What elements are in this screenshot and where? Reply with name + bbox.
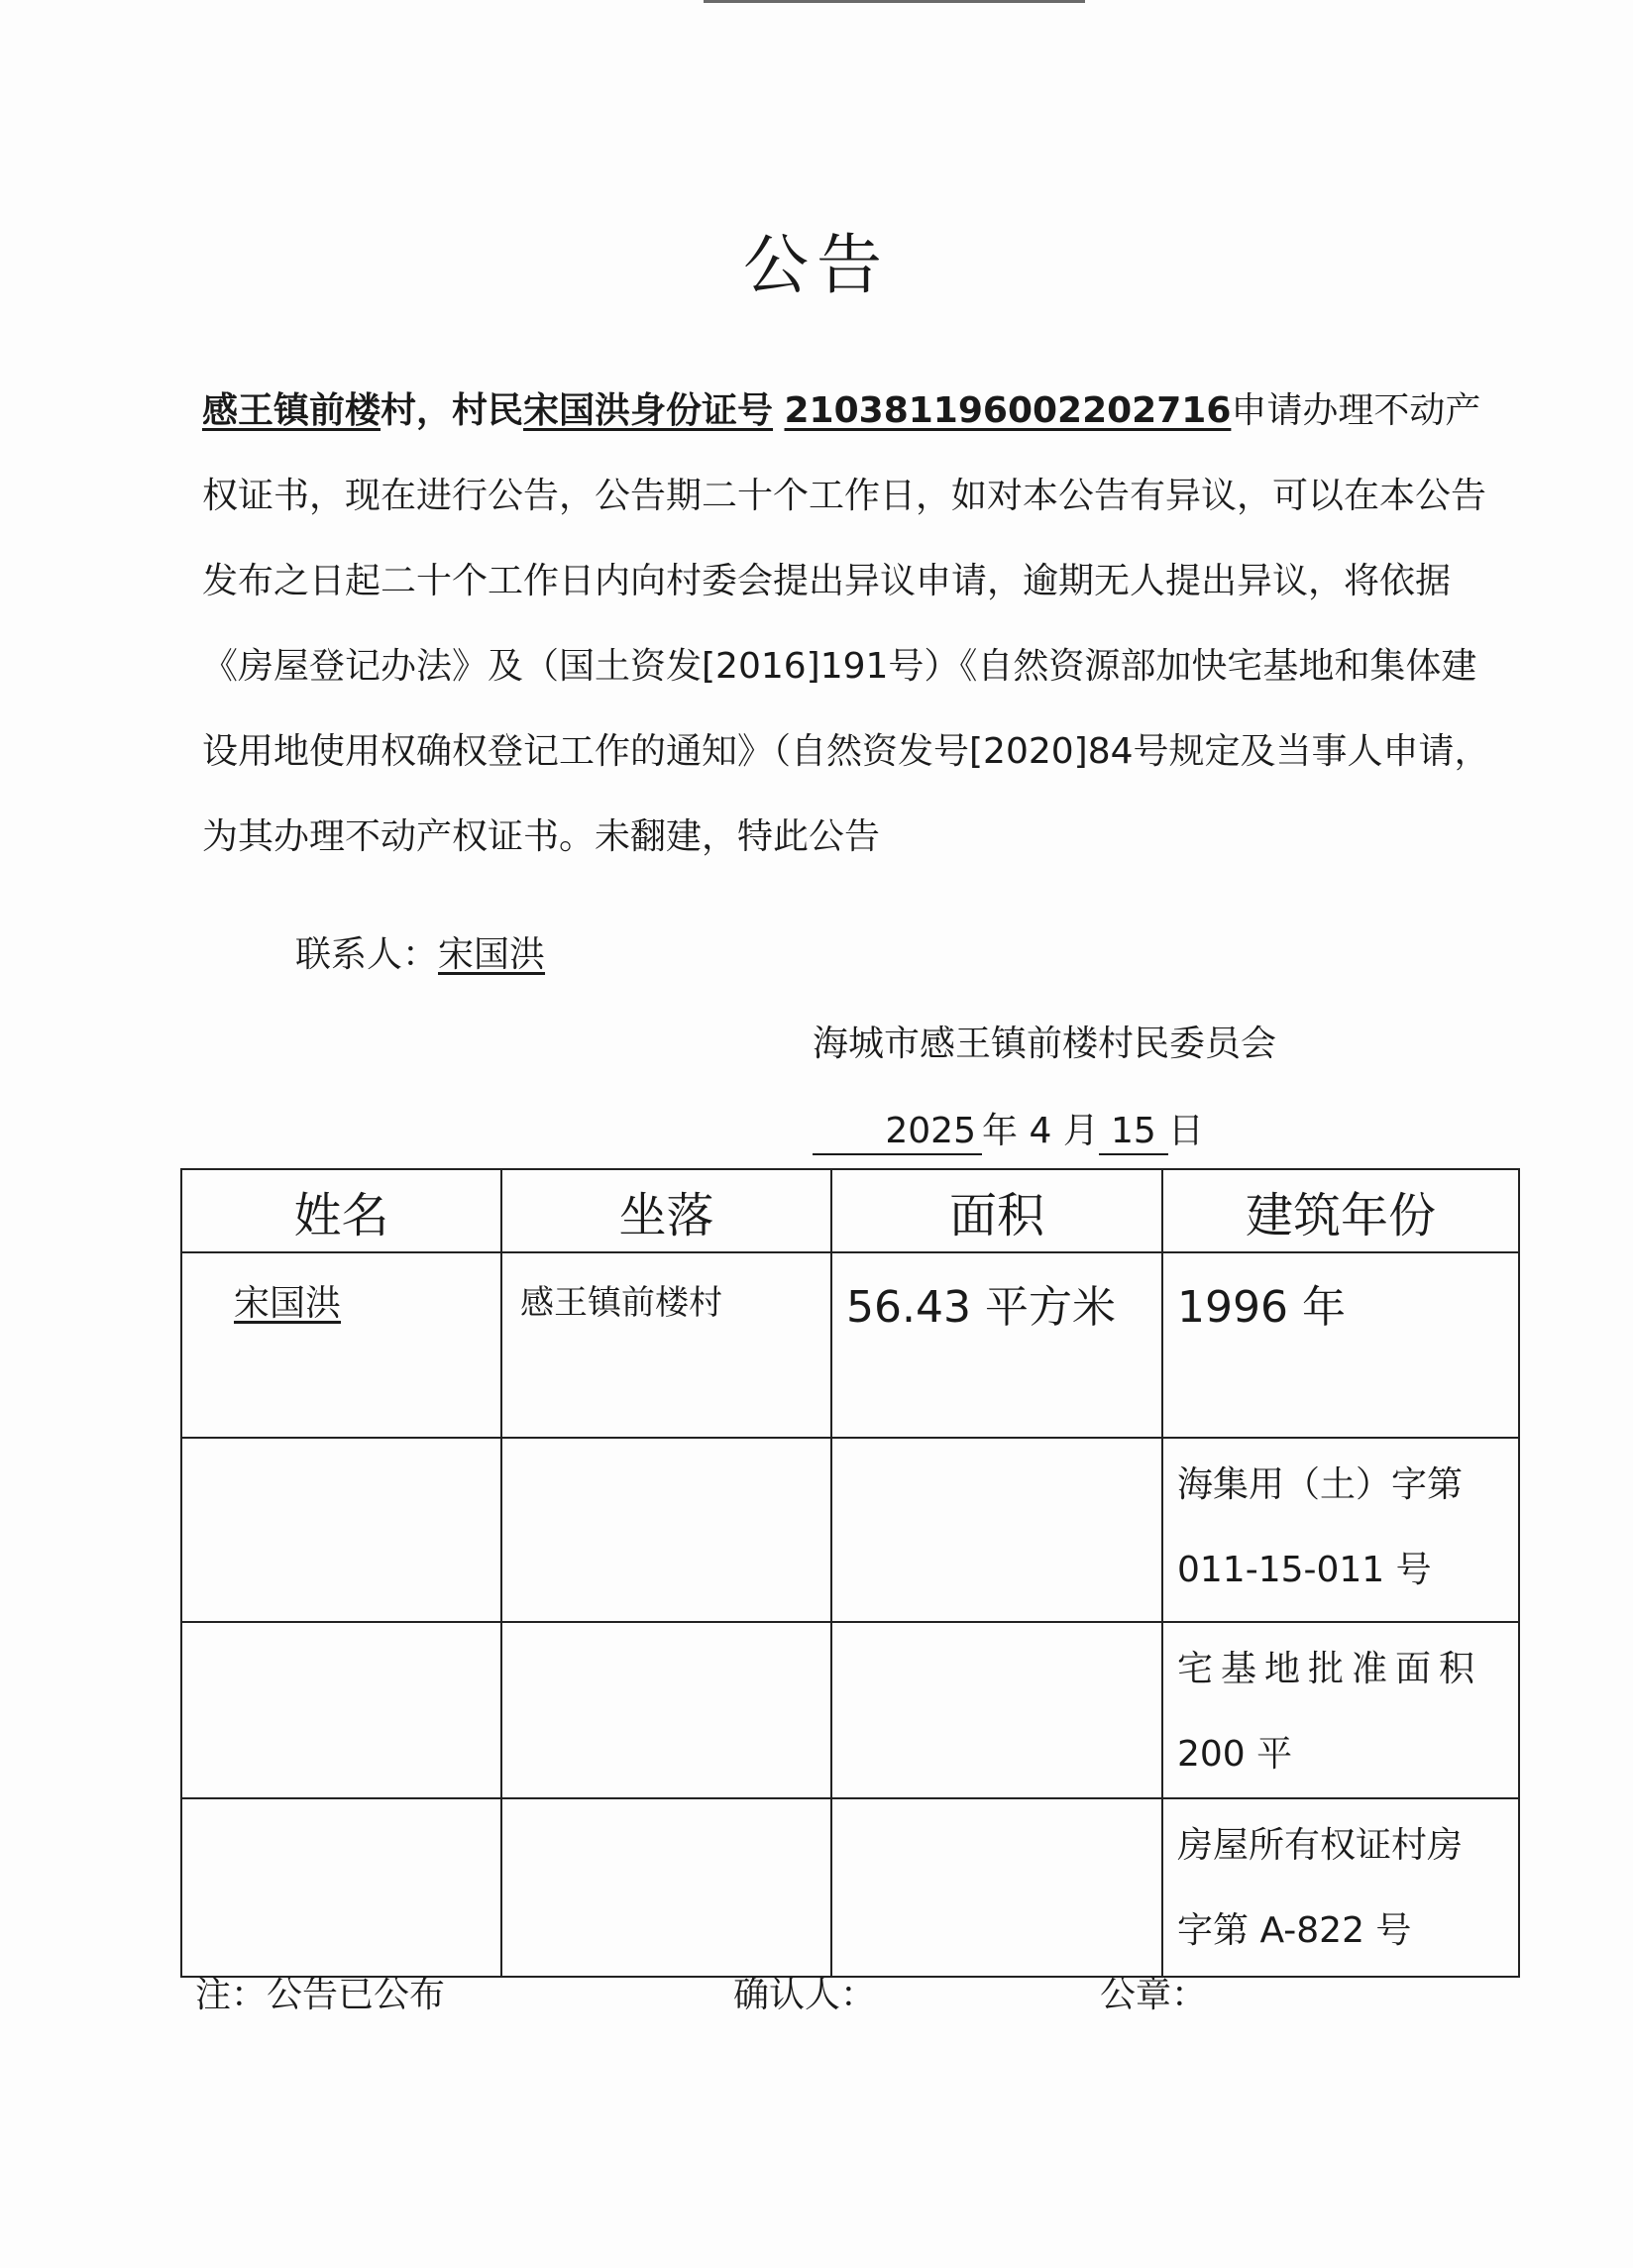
village-name: 感王镇前楼 [202, 390, 381, 431]
empty-cell [501, 1622, 831, 1798]
owner-name: 宋国洪 [234, 1283, 342, 1324]
note-line: 海集用（土）字第 [1177, 1464, 1464, 1505]
empty-cell [501, 1798, 831, 1977]
date-year-unit: 年 [982, 1111, 1019, 1151]
footer-seal: 公章： [1100, 1975, 1208, 2015]
table-header-row [181, 1169, 1519, 1252]
contact-line [295, 926, 545, 977]
empty-cell [831, 1798, 1162, 1977]
contact-label: 联系人： [295, 934, 439, 975]
notice-date [813, 1103, 1204, 1155]
village-suffix: 村，村民 [381, 390, 524, 431]
notice-body [202, 369, 1490, 880]
date-day: 15 [1099, 1110, 1168, 1155]
footer-note: 注：公告已公布 [195, 1975, 446, 2015]
cell-year: 1996 年 [1162, 1252, 1519, 1438]
note-line: 200 平 [1177, 1734, 1293, 1775]
table-row [181, 1798, 1519, 1977]
contact-name: 宋国洪 [438, 934, 546, 975]
land-cert-note [1162, 1438, 1519, 1622]
notice-text: 申请办理不动产权证书，现在进行公告，公告期二十个工作日，如对本公告有异议，可以在本公告发布之日起二十个工作日内向村委会提出异议申请，逾期无人提出异议，将依据《房屋登记办法》及（国土资发[2016]191号）《自然资源部加快宅基地和集体建设用地使用权确权登记工作的通知》（自然资发号[2020]84号规定及当事人申请，为其办理不动产权证书。未翻建，特此公告 [202, 390, 1490, 857]
empty-cell [181, 1438, 501, 1622]
header-name: 姓名 [181, 1169, 501, 1252]
cell-location: 感王镇前楼村 [501, 1252, 831, 1438]
header-location: 坐落 [501, 1169, 831, 1252]
date-month: 4 [1029, 1111, 1052, 1151]
date-year: 2025 [813, 1110, 982, 1155]
organization-name: 海城市感王镇前楼村民委员会 [813, 1024, 1277, 1064]
empty-cell [501, 1438, 831, 1622]
cell-name [181, 1252, 501, 1438]
house-cert-note [1162, 1798, 1519, 1977]
scan-top-line [704, 0, 1085, 3]
empty-cell [831, 1622, 1162, 1798]
empty-cell [181, 1798, 501, 1977]
cell-area: 56.43 平方米 [831, 1252, 1162, 1438]
date-month-unit: 月 [1062, 1111, 1099, 1151]
page-title: 公告 [743, 227, 890, 303]
header-year: 建筑年份 [1162, 1169, 1519, 1252]
approved-area-note [1162, 1622, 1519, 1798]
note-line: 011-15-011 号 [1177, 1550, 1432, 1590]
empty-cell [831, 1438, 1162, 1622]
table-row [181, 1438, 1519, 1622]
date-day-unit: 日 [1167, 1111, 1204, 1151]
header-area: 面积 [831, 1169, 1162, 1252]
applicant-label: 宋国洪身份证号 [523, 390, 774, 431]
footer-confirm: 确认人： [733, 1975, 877, 2015]
note-line: 字第 A-822 号 [1177, 1910, 1412, 1951]
note-line: 宅基地批准面积 [1177, 1649, 1483, 1689]
table-row [181, 1622, 1519, 1798]
empty-cell [181, 1622, 501, 1798]
table-row [181, 1252, 1519, 1438]
property-table [180, 1168, 1520, 1978]
id-number: 210381196002202716 [784, 390, 1232, 431]
note-line: 房屋所有权证村房 [1177, 1825, 1464, 1866]
